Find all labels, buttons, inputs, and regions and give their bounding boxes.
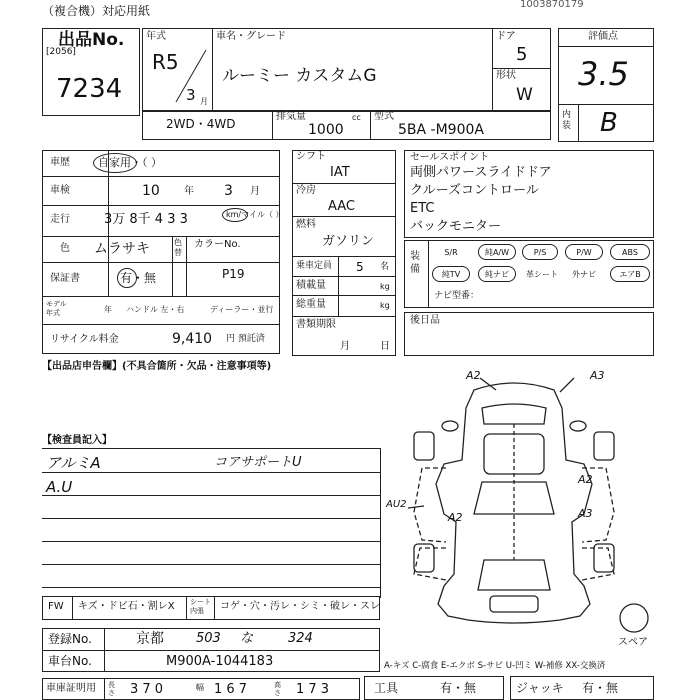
top-code: 1003870179 (520, 0, 584, 10)
inspection-month: 3 (224, 183, 233, 199)
fuel-label: 燃料 (296, 219, 316, 230)
len-label: 長さ (108, 681, 115, 697)
navi-model-label: ナビ型番： (434, 291, 480, 301)
shape-value: W (516, 85, 533, 105)
reg-area: 京都 (136, 631, 164, 647)
model-value: 5BA -M900A (398, 122, 484, 138)
name-label: 車名・グレード (216, 31, 286, 42)
docs-label: 書類期限 (296, 319, 336, 330)
damage-mark-front: A2 (466, 369, 481, 382)
vehicle-name: ルーミー カスタムG (222, 66, 377, 86)
damage-mark-right-rear: A3 (578, 507, 593, 520)
history-label: 車歴 (50, 157, 70, 168)
interior-label: 内装 (562, 110, 572, 131)
equip-airbag: エアB (610, 266, 650, 282)
equip-alloy-wheels: 純A/W (478, 244, 516, 260)
grade-score: 3.5 (578, 55, 629, 93)
warranty-label: 保証書 (50, 273, 80, 284)
color-label: 色 (60, 243, 70, 254)
ac-value: AAC (328, 199, 355, 214)
doors-value: 5 (516, 44, 528, 65)
lot-number: 7234 (56, 74, 123, 104)
color-value: ムラサキ (94, 241, 150, 257)
inspection-year-unit: 年 (184, 186, 194, 197)
tools-label: 工具 (374, 681, 399, 695)
model-year-unit: 年 (104, 305, 112, 314)
jack-value: 有・無 (582, 681, 619, 695)
mileage-value: 3万 8千 4 3 3 (104, 212, 188, 227)
shift-value: IAT (330, 165, 350, 180)
chassis-value: M900A-1044183 (166, 654, 274, 669)
height-value: 1 7 3 (296, 682, 330, 697)
sales-item-2: クルーズコントロール (410, 183, 539, 198)
seller-notes-label: 【出品店申告欄】(不具合箇所・欠品・注意事項等) (42, 361, 272, 372)
cert-label: 車庫証明用 (46, 683, 96, 694)
shift-label: シフト (296, 151, 326, 162)
history-value: 自家用・（ ） (98, 156, 162, 169)
length-value: 3 7 0 (130, 682, 164, 697)
inspector-line-1: アルミA (46, 454, 101, 472)
warranty-value: 有・無 (120, 271, 157, 285)
equip-pw: P/W (565, 244, 603, 260)
weight-unit: kg (380, 301, 390, 310)
inspection-year: 10 (142, 183, 160, 199)
weight-label: 総重量 (296, 299, 326, 310)
model-label: 型式 (374, 111, 394, 122)
seat-text: コゲ・穴・汚レ・シミ・破レ・スレ (220, 601, 380, 612)
docs-day: 日 (380, 341, 390, 352)
capacity-label: 乗車定員 (296, 261, 333, 271)
sales-item-3: ETC (410, 201, 435, 216)
equipment-label: 装備 (410, 251, 420, 275)
interior-grade: B (600, 108, 618, 138)
grade-label: 評価点 (588, 31, 618, 42)
year-era: R5 (152, 50, 179, 74)
equip-ext-navi: 外ナビ (572, 269, 596, 279)
damage-mark-left: AU2 (386, 499, 407, 510)
fuel-value: ガソリン (322, 234, 375, 249)
lot-label: 出品No. (58, 30, 125, 50)
displacement-value: 1000 (308, 122, 344, 138)
mileage-label: 走行 (50, 214, 70, 225)
aftermarket-label: 後日品 (410, 315, 440, 326)
car-damage-diagram (384, 364, 654, 640)
tools-value: 有・無 (440, 681, 477, 695)
equip-tv: 純TV (432, 266, 470, 282)
year-label: 年式 (146, 31, 166, 42)
equip-sr: S/R (444, 247, 458, 257)
inspector-line-2: A.U (46, 478, 73, 496)
displacement-label: 排気量 (276, 111, 306, 122)
inspector-label: 【検査員記入】 (42, 435, 112, 446)
color-no-value: P19 (222, 267, 245, 281)
spare-label: スペア (618, 637, 648, 648)
displacement-unit: cc (352, 113, 361, 122)
damage-legend: A-キズ C-腐食 E-エクボ S-サビ U-凹ミ W-補修 XX-交換済 (384, 661, 606, 671)
equip-leather: 革シート (526, 269, 558, 279)
mileage-unit: km/マイル（ ） (226, 210, 284, 219)
damage-mark-front-right: A3 (590, 369, 605, 382)
sales-item-4: バックモニター (410, 219, 502, 234)
recycle-unit: 円 預託済 (226, 334, 265, 344)
reg-class: 503 (196, 631, 221, 646)
chassis-label: 車台No. (48, 654, 92, 668)
jack-label: ジャッキ (516, 681, 564, 695)
drive-value: 2WD・4WD (166, 117, 236, 131)
ac-label: 冷房 (296, 185, 316, 196)
handle-label: ハンドル 左・右 (126, 305, 185, 314)
model-year-label: モデル年式 (46, 300, 67, 317)
aftermarket-box (404, 312, 654, 356)
capacity-unit: 名 (380, 262, 390, 272)
inspection-label: 車検 (50, 185, 70, 196)
sales-item-1: 両側パワースライドドア (410, 165, 552, 180)
width-value: 1 6 7 (214, 682, 248, 697)
year-month: 3 (186, 86, 196, 104)
color-change-label: 色替 (174, 238, 182, 257)
fw-text: キズ・ドビ石・割レX (78, 601, 175, 612)
reg-kana: な (240, 631, 254, 646)
recycle-fee: 9,410 (172, 331, 213, 347)
color-no-label: カラーNo. (194, 239, 241, 250)
equip-navi: 純ナビ (478, 266, 516, 282)
height-label: 高さ (274, 681, 281, 697)
seat-label: シート内張 (190, 598, 211, 615)
dealer-label: ディーラー・並行 (210, 305, 274, 314)
inspector-col2: コアサポートU (214, 455, 302, 470)
shape-label: 形状 (496, 70, 516, 81)
damage-mark-left-door: A2 (448, 511, 463, 524)
width-label: 幅 (196, 683, 204, 692)
reg-number: 324 (288, 631, 313, 646)
equip-abs: ABS (610, 244, 650, 260)
docs-month: 月 (340, 341, 350, 352)
inspection-month-unit: 月 (250, 186, 260, 197)
recycle-label: リサイクル料金 (50, 334, 119, 345)
fw-label: FW (48, 601, 64, 612)
reg-label: 登録No. (48, 632, 92, 646)
lot-small-code: [2056] (46, 47, 76, 57)
doors-label: ドア (496, 31, 516, 42)
equip-ps: P/S (522, 244, 558, 260)
damage-mark-right-door: A2 (578, 473, 593, 486)
load-label: 積載量 (296, 280, 326, 291)
form-note: （複合機）対応用紙 (42, 4, 151, 18)
sales-label: セールスポイント (410, 152, 490, 163)
capacity-value: 5 (356, 260, 364, 274)
year-month-unit: 月 (200, 97, 208, 106)
load-unit: kg (380, 282, 390, 291)
